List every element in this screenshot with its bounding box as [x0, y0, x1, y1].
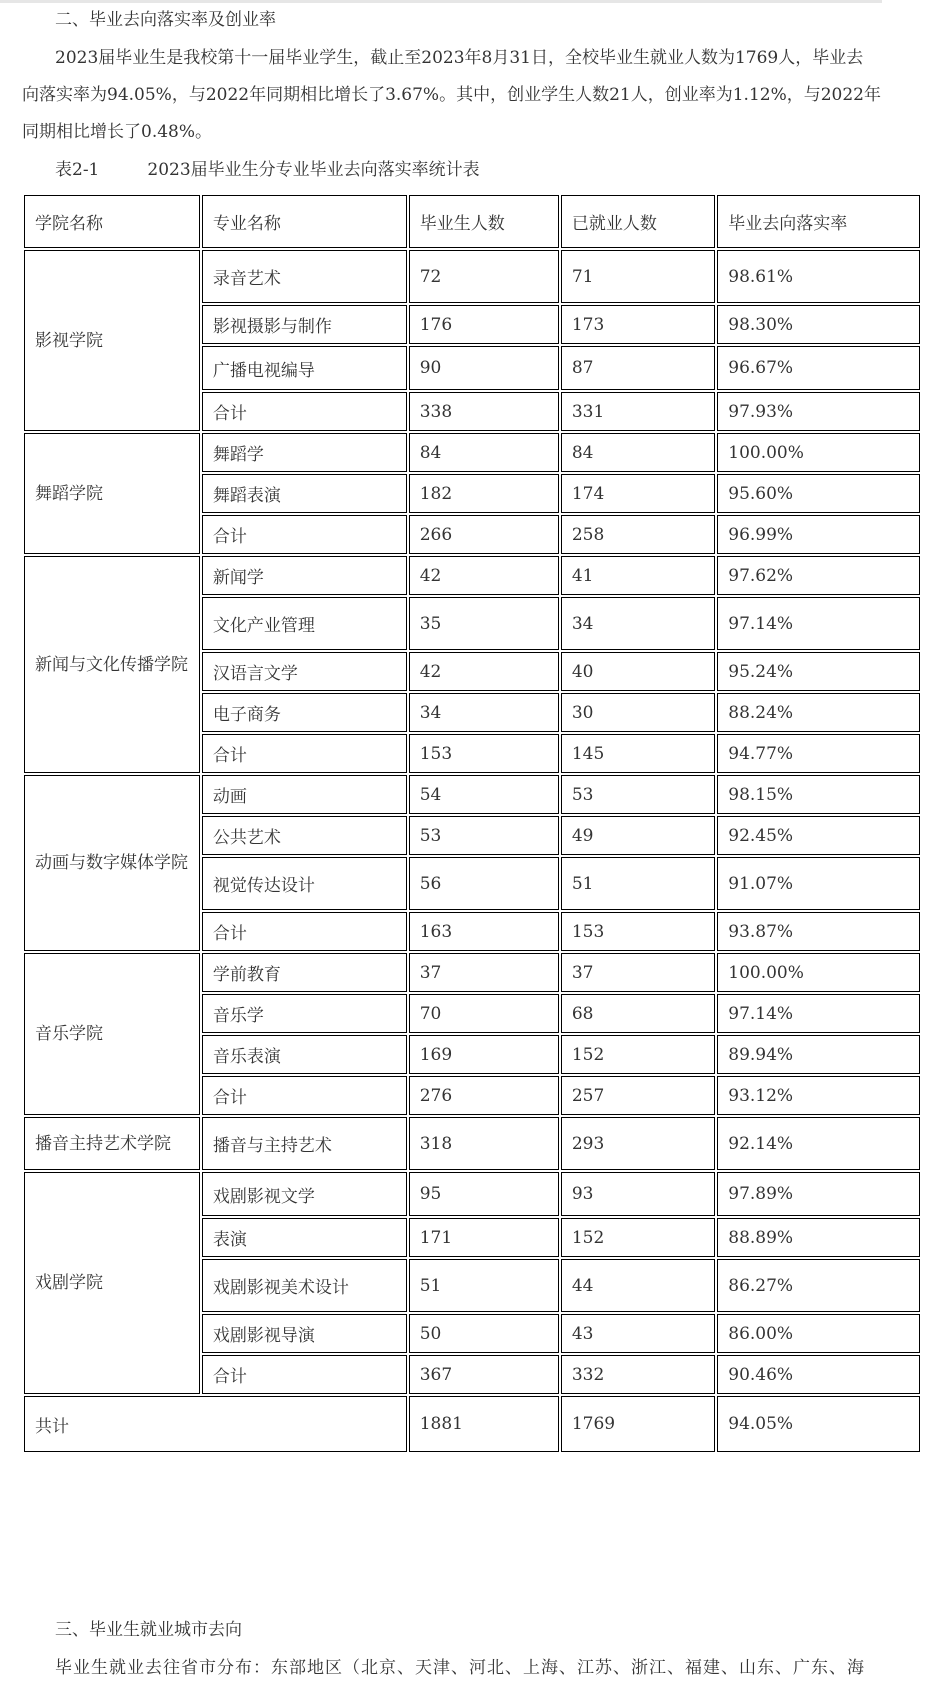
graduates-cell: 163: [409, 912, 559, 951]
employed-cell: 43: [561, 1314, 715, 1353]
employed-cell: 68: [561, 994, 715, 1033]
graduates-cell: 50: [409, 1314, 559, 1353]
intro-line: 向落实率为94.05%，与2022年同期相比增长了3.67%。其中，创业学生人数21人，创业率为1.12%，与2022年: [22, 85, 881, 105]
employed-cell: 257: [561, 1076, 715, 1115]
rate-cell: 96.99%: [717, 515, 920, 554]
major-cell: 合计: [202, 515, 407, 554]
major-cell: 表演: [202, 1218, 407, 1257]
table-header-row: [24, 195, 920, 248]
rate-cell: 97.14%: [717, 994, 920, 1033]
rate-cell: 88.24%: [717, 693, 920, 732]
header-cell: 毕业生人数: [409, 195, 559, 248]
major-cell: 合计: [202, 912, 407, 951]
rate-cell: 98.61%: [717, 250, 920, 303]
rate-cell: 97.14%: [717, 597, 920, 650]
rate-cell: 94.77%: [717, 734, 920, 773]
major-cell: 音乐表演: [202, 1035, 407, 1074]
graduates-cell: 35: [409, 597, 559, 650]
employed-cell: 152: [561, 1218, 715, 1257]
table-row: [24, 1117, 920, 1170]
major-cell: 公共艺术: [202, 816, 407, 855]
graduates-cell: 90: [409, 346, 559, 390]
major-cell: 文化产业管理: [202, 597, 407, 650]
rate-cell: 89.94%: [717, 1035, 920, 1074]
rate-cell: 93.12%: [717, 1076, 920, 1115]
grand-total-employed: 1769: [561, 1396, 715, 1452]
header-cell: 毕业去向落实率: [717, 195, 920, 248]
employed-cell: 34: [561, 597, 715, 650]
major-cell: 合计: [202, 392, 407, 431]
major-cell: 汉语言文学: [202, 652, 407, 691]
rate-cell: 90.46%: [717, 1355, 920, 1394]
table-row: [24, 953, 920, 992]
employed-cell: 37: [561, 953, 715, 992]
header-cell: 专业名称: [202, 195, 407, 248]
rate-cell: 98.15%: [717, 775, 920, 814]
intro-line: 同期相比增长了0.48%。: [22, 122, 213, 142]
graduates-cell: 37: [409, 953, 559, 992]
major-cell: 电子商务: [202, 693, 407, 732]
graduates-cell: 42: [409, 556, 559, 595]
employed-cell: 152: [561, 1035, 715, 1074]
graduates-cell: 266: [409, 515, 559, 554]
rate-cell: 93.87%: [717, 912, 920, 951]
graduates-cell: 338: [409, 392, 559, 431]
college-cell: 舞蹈学院: [24, 433, 200, 554]
rate-cell: 97.89%: [717, 1172, 920, 1216]
employed-cell: 173: [561, 305, 715, 344]
table-row: [24, 433, 920, 472]
rate-cell: 88.89%: [717, 1218, 920, 1257]
graduates-cell: 171: [409, 1218, 559, 1257]
graduates-cell: 84: [409, 433, 559, 472]
graduates-cell: 367: [409, 1355, 559, 1394]
major-cell: 录音艺术: [202, 250, 407, 303]
graduates-cell: 34: [409, 693, 559, 732]
rate-cell: 92.45%: [717, 816, 920, 855]
employed-cell: 40: [561, 652, 715, 691]
major-cell: 影视摄影与制作: [202, 305, 407, 344]
graduates-cell: 276: [409, 1076, 559, 1115]
college-cell: 影视学院: [24, 250, 200, 431]
employed-cell: 87: [561, 346, 715, 390]
graduates-cell: 169: [409, 1035, 559, 1074]
graduates-cell: 95: [409, 1172, 559, 1216]
major-cell: 播音与主持艺术: [202, 1117, 407, 1170]
table-row: [24, 250, 920, 303]
table-title: 2023届毕业生分专业毕业去向落实率统计表: [147, 160, 480, 180]
employed-cell: 258: [561, 515, 715, 554]
graduates-cell: 56: [409, 857, 559, 910]
major-cell: 音乐学: [202, 994, 407, 1033]
rate-cell: 97.93%: [717, 392, 920, 431]
table-number: 表2-1: [55, 160, 100, 180]
table-caption: [55, 152, 480, 189]
rate-cell: 92.14%: [717, 1117, 920, 1170]
table-row: [24, 1172, 920, 1216]
major-cell: 新闻学: [202, 556, 407, 595]
major-cell: 戏剧影视美术设计: [202, 1259, 407, 1312]
rate-cell: 86.27%: [717, 1259, 920, 1312]
graduates-cell: 72: [409, 250, 559, 303]
major-cell: 舞蹈表演: [202, 474, 407, 513]
employed-cell: 331: [561, 392, 715, 431]
major-cell: 动画: [202, 775, 407, 814]
employed-cell: 153: [561, 912, 715, 951]
graduates-cell: 53: [409, 816, 559, 855]
grand-total-graduates: 1881: [409, 1396, 559, 1452]
rate-cell: 98.30%: [717, 305, 920, 344]
rate-cell: 100.00%: [717, 433, 920, 472]
major-cell: 视觉传达设计: [202, 857, 407, 910]
employed-cell: 84: [561, 433, 715, 472]
graduates-cell: 176: [409, 305, 559, 344]
graduates-cell: 42: [409, 652, 559, 691]
employed-cell: 30: [561, 693, 715, 732]
grand-total-label: 共计: [24, 1396, 407, 1452]
employed-cell: 49: [561, 816, 715, 855]
employed-cell: 44: [561, 1259, 715, 1312]
employed-cell: 93: [561, 1172, 715, 1216]
employed-cell: 293: [561, 1117, 715, 1170]
employed-cell: 174: [561, 474, 715, 513]
rate-cell: 86.00%: [717, 1314, 920, 1353]
major-cell: 合计: [202, 1355, 407, 1394]
college-cell: 新闻与文化传播学院: [24, 556, 200, 773]
grand-total-row: [24, 1396, 920, 1452]
major-cell: 合计: [202, 1076, 407, 1115]
rate-cell: 96.67%: [717, 346, 920, 390]
header-cell: 学院名称: [24, 195, 200, 248]
graduates-cell: 182: [409, 474, 559, 513]
employment-rate-table: [22, 193, 922, 1454]
rate-cell: 95.24%: [717, 652, 920, 691]
graduates-cell: 153: [409, 734, 559, 773]
section-3-paragraph: 毕业生就业去往省市分布：东部地区（北京、天津、河北、上海、江苏、浙江、福建、山东、广东、海: [55, 1658, 865, 1678]
graduates-cell: 54: [409, 775, 559, 814]
college-cell: 动画与数字媒体学院: [24, 775, 200, 951]
graduates-cell: 318: [409, 1117, 559, 1170]
employed-cell: 53: [561, 775, 715, 814]
employed-cell: 332: [561, 1355, 715, 1394]
graduates-cell: 70: [409, 994, 559, 1033]
section-2-heading: 二、毕业去向落实率及创业率: [55, 10, 276, 30]
major-cell: 合计: [202, 734, 407, 773]
graduates-cell: 51: [409, 1259, 559, 1312]
major-cell: 戏剧影视导演: [202, 1314, 407, 1353]
table-row: [24, 775, 920, 814]
rate-cell: 91.07%: [717, 857, 920, 910]
college-cell: 音乐学院: [24, 953, 200, 1115]
table-row: [24, 556, 920, 595]
employed-cell: 41: [561, 556, 715, 595]
header-cell: 已就业人数: [561, 195, 715, 248]
intro-paragraph: [22, 40, 882, 151]
employed-cell: 71: [561, 250, 715, 303]
major-cell: 学前教育: [202, 953, 407, 992]
grand-total-rate: 94.05%: [717, 1396, 920, 1452]
intro-line: 2023届毕业生是我校第十一届毕业学生，截止至2023年8月31日，全校毕业生就业人数为1769人，毕业去: [55, 48, 864, 68]
employed-cell: 51: [561, 857, 715, 910]
college-cell: 播音主持艺术学院: [24, 1117, 200, 1170]
major-cell: 舞蹈学: [202, 433, 407, 472]
rate-cell: 97.62%: [717, 556, 920, 595]
rate-cell: 95.60%: [717, 474, 920, 513]
rate-cell: 100.00%: [717, 953, 920, 992]
college-cell: 戏剧学院: [24, 1172, 200, 1394]
employed-cell: 145: [561, 734, 715, 773]
major-cell: 戏剧影视文学: [202, 1172, 407, 1216]
major-cell: 广播电视编导: [202, 346, 407, 390]
section-3-heading: 三、毕业生就业城市去向: [55, 1620, 242, 1640]
